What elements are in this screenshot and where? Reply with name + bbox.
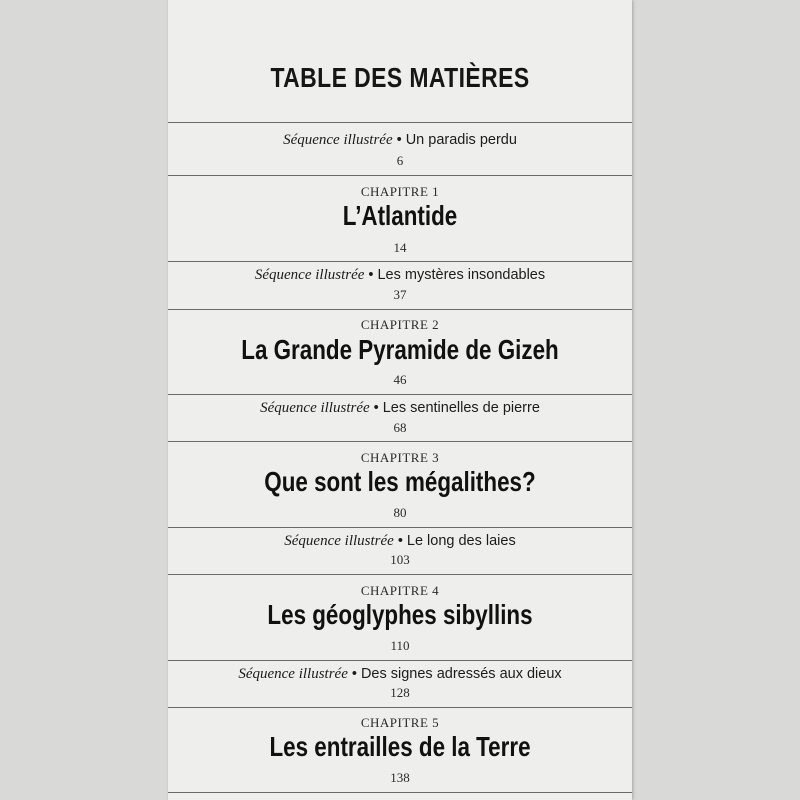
chapter-title: La Grande Pyramide de Gizeh: [241, 334, 559, 365]
sequence-prefix: Séquence illustrée: [283, 132, 393, 148]
divider: [168, 660, 632, 661]
divider: [168, 122, 632, 123]
sequence-prefix: Séquence illustrée: [260, 400, 370, 416]
chapter-title: L’Atlantide: [342, 200, 458, 231]
sequence-entry: [168, 132, 632, 149]
sequence-prefix: Séquence illustrée: [238, 666, 348, 682]
page-number: 14: [393, 240, 407, 255]
page-number: 80: [393, 505, 407, 520]
sequence-title: Les mystères insondables: [377, 267, 546, 283]
sequence-entry: [168, 400, 632, 417]
bullet: •: [397, 533, 403, 549]
divider: [168, 261, 632, 262]
chapter-title: Que sont les mégalithes?: [264, 466, 536, 497]
sequence-entry: [168, 666, 632, 683]
divider: [168, 394, 632, 395]
divider: [168, 441, 632, 442]
chapter-label: CHAPITRE 3: [360, 450, 440, 465]
page-number: 110: [390, 638, 410, 653]
page-number: 138: [390, 770, 410, 785]
sequence-prefix: Séquence illustrée: [284, 533, 394, 549]
page-number: 103: [390, 552, 410, 567]
divider: [168, 574, 632, 575]
page-number: 46: [393, 372, 407, 387]
page-number: 128: [390, 685, 410, 700]
toc-title: TABLE DES MATIÈRES: [270, 62, 530, 93]
sequence-title: Des signes adressés aux dieux: [360, 666, 562, 682]
chapter-label: CHAPITRE 2: [360, 317, 440, 332]
divider: [168, 792, 632, 793]
bullet: •: [373, 400, 379, 416]
divider: [168, 707, 632, 708]
chapter-title: Les géoglyphes sibyllins: [267, 599, 533, 630]
chapter-label: CHAPITRE 4: [360, 583, 440, 598]
sequence-title: Le long des laies: [406, 533, 516, 549]
chapter-title: Les entrailles de la Terre: [269, 731, 531, 762]
sequence-title: Un paradis perdu: [405, 132, 517, 148]
bullet: •: [368, 267, 374, 283]
sequence-prefix: Séquence illustrée: [254, 267, 365, 283]
page-number: 68: [393, 420, 407, 435]
page-number: 37: [393, 287, 407, 302]
chapter-label: CHAPITRE 1: [360, 184, 440, 199]
book-page: [168, 0, 632, 800]
divider: [168, 527, 632, 528]
sequence-entry: [168, 533, 632, 550]
bullet: •: [351, 666, 357, 682]
page-number: 6: [396, 153, 404, 168]
divider: [168, 309, 632, 310]
sequence-title: Les sentinelles de pierre: [382, 400, 540, 416]
divider: [168, 175, 632, 176]
chapter-label: CHAPITRE 5: [360, 715, 440, 730]
sequence-entry: [168, 267, 632, 284]
bullet: •: [396, 132, 402, 148]
